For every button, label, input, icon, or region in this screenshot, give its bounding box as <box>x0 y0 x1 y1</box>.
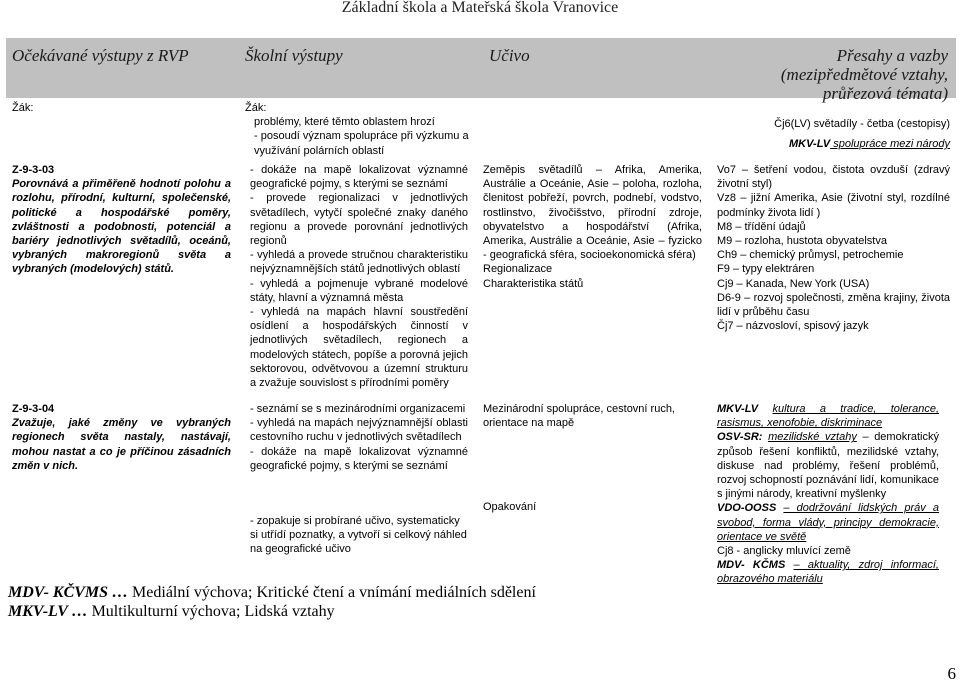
intro-school-outputs <box>245 101 475 158</box>
header-links <box>718 46 948 103</box>
intro-out-line3: - posoudí význam spolupráce při výzkumu a <box>254 130 469 143</box>
row1-link-item: Čj7 – názvosloví, spisový jazyk <box>717 320 869 333</box>
curriculum-table <box>6 38 956 103</box>
row2-link-label: VDO-OOSS <box>717 502 777 515</box>
row2-curriculum-2: Opakování <box>483 501 537 513</box>
row2-link-text: kultura a tradice, tolerance, rasismus, xenofobie, diskriminace <box>717 403 940 430</box>
row1-curriculum-item: Zeměpis světadílů – Afrika, Amerika, Austrálie a Oceánie, Asie – poloha, rozloha, členitost pobřeží, povrch, podnebí, vodstvo, rostlinstvo, živočišstvo, přírodní zdroje, obyvatelstvo a hospodářství (Afrika, Amerika, Austrálie a Oceánie, Asie – fyzicko - geografická sféra, socioekonomická sféra) <box>483 164 702 262</box>
row2-link-text: – dodržování lidských práv a svobod, forma vlády, principy demokracie, orientace ve světě <box>717 502 939 543</box>
row1-link-item: Ch9 – chemický průmysl, petrochemie <box>717 249 904 262</box>
row1-curriculum <box>483 163 702 291</box>
row2-link-text: mezilidské vztahy <box>768 431 857 444</box>
row1-output-item: - vyhledá a pojmenuje vybrané modelové státy, hlavní a významná města <box>250 277 468 304</box>
table-header <box>6 38 956 103</box>
row2-link-label: MDV- KČMS <box>717 559 786 572</box>
row2-outputs-review: - zopakuje si probírané učivo, systematicky si utřídí poznatky, a vytvoří si celkový náhled na geografické učivo <box>250 515 467 556</box>
page-number: 6 <box>947 664 956 683</box>
row2-curriculum-1: Mezinárodní spolupráce, cestovní ruch, orientace na mapě <box>483 403 675 430</box>
row1-link-item: Cj9 – Kanada, New York (USA) <box>717 277 870 290</box>
row1-curriculum-item: Regionalizace <box>483 263 553 276</box>
note-text-2: Multikulturní výchova; Lidská vztahy <box>87 603 335 620</box>
header-links-line3: průřezová témata) <box>822 84 948 103</box>
row2-outputs <box>250 402 468 473</box>
row2-links <box>717 402 939 587</box>
row2-link-plain: Cj8 - anglicky mluvící země <box>717 545 851 558</box>
intro-out-line1: Žák: <box>245 102 267 114</box>
header-links-line1: Přesahy a vazby <box>836 46 948 65</box>
abbreviation-note <box>8 583 536 621</box>
row2-output-item: - dokáže na mapě lokalizovat významné geografické pojmy, s kterými se seznámí <box>250 445 468 472</box>
note-text-1: Mediální výchova; Kritické čtení a vnímání mediálních sdělení <box>128 584 536 601</box>
row2-output-item: - seznámí se s mezinárodními organizacemi <box>250 403 466 415</box>
row1-link-item: Vz8 – jižní Amerika, Asie (životní styl, rozdílné podmínky života lidí ) <box>717 192 950 219</box>
row1-rvp-text: Porovnává a přiměřeně hodnotí polohu a rozlohu, přírodní, kulturní, společenské, politické a hospodářské poměry, zvláštnosti a podobnosti, potenciál a bariéry jednotlivých světadílů, oceánů, vybraných makroregionů světa a vybraných (modelových) států. <box>12 178 231 276</box>
row1-output-item: - vyhledá na mapách hlavní soustředění osídlení a hospodářských činností v jednotlivých světadílech, regionech a modelových státech, popíše a porovná jejich sektorovou, odvětvovou a územní strukturu a zvažuje souvislost s přírodními poměry <box>250 306 468 390</box>
row2-output-item: - vyhledá na mapách nejvýznamnější oblasti cestovního ruchu v jednotlivých světadílech <box>250 417 468 444</box>
header-links-line2: (mezipředmětové vztahy, <box>780 65 948 84</box>
row1-output-item: - provede regionalizaci v jednotlivých světadílech, vytyčí společné znaky daného regionu a provede porovnání jednotlivých regionů <box>250 192 468 248</box>
row1-link-item: D6-9 – rozvoj společnosti, změna krajiny, života lidí v průběhu času <box>717 291 950 319</box>
row1-code: Z-9-3-03 <box>12 164 55 176</box>
row2-code: Z-9-3-04 <box>12 403 55 415</box>
row2-link-label: MKV-LV <box>717 403 759 415</box>
intro-link-line1: Čj6(LV) světadíly - četba (cestopisy) <box>774 118 950 130</box>
row2-link-label: OSV-SR: <box>717 431 763 444</box>
intro-out-line4: využívání polárních oblastí <box>254 144 385 157</box>
note-label-1: MDV- KČVMS … <box>8 584 129 601</box>
intro-out-line2: problémy, které těmto oblastem hrozí <box>254 116 435 129</box>
intro-link-mkv-text: spolupráce mezi národy <box>830 138 950 150</box>
intro-rvp-pupil: Žák: <box>12 102 34 114</box>
school-name: Základní škola a Mateřská škola Vranovice <box>341 0 619 16</box>
row2-rvp-text: Zvažuje, jaké změny ve vybraných regionech světa nastaly, nastávají, mohou nastat a co je příčinou zásadních změn v nich. <box>12 417 231 472</box>
row1-link-item: Vo7 – šetření vodou, čistota ovzduší (zdravý životní styl) <box>717 164 950 191</box>
row2-link-text: – aktuality, zdroj informací, obrazového materiálu <box>717 559 939 586</box>
intro-link-mkv-label: MKV-LV <box>789 138 831 150</box>
header-rvp: Očekávané výstupy z RVP <box>12 46 189 65</box>
row1-curriculum-item: Charakteristika států <box>483 277 584 290</box>
row1-link-item: F9 – typy elektráren <box>717 263 815 276</box>
row1-links <box>717 163 950 333</box>
header-curriculum: Učivo <box>489 46 530 65</box>
row2-rvp <box>12 402 231 473</box>
header-school-outputs: Školní výstupy <box>245 46 343 65</box>
intro-links <box>712 114 950 154</box>
row1-output-item: - vyhledá a provede stručnou charakteristiku nejvýznamnějších států jednotlivých oblastí <box>250 249 468 276</box>
row1-link-item: M9 – rozloha, hustota obyvatelstva <box>717 235 887 248</box>
row1-outputs <box>250 163 468 390</box>
note-label-2: MKV-LV … <box>8 603 88 620</box>
row1-link-item: M8 – třídění údajů <box>717 220 806 233</box>
row1-rvp <box>12 163 231 277</box>
row2-link-tail: – demokratický způsob řešení konfliktů, mezilidské vztahy, diskuse nad problémy, řešení problémů, rozvoj schopností poznávání lidí, komunikace s jinými národy, kreativní myšlenky <box>717 431 939 501</box>
row1-output-item: - dokáže na mapě lokalizovat významné geografické pojmy, s kterými se seznámí <box>250 164 468 191</box>
